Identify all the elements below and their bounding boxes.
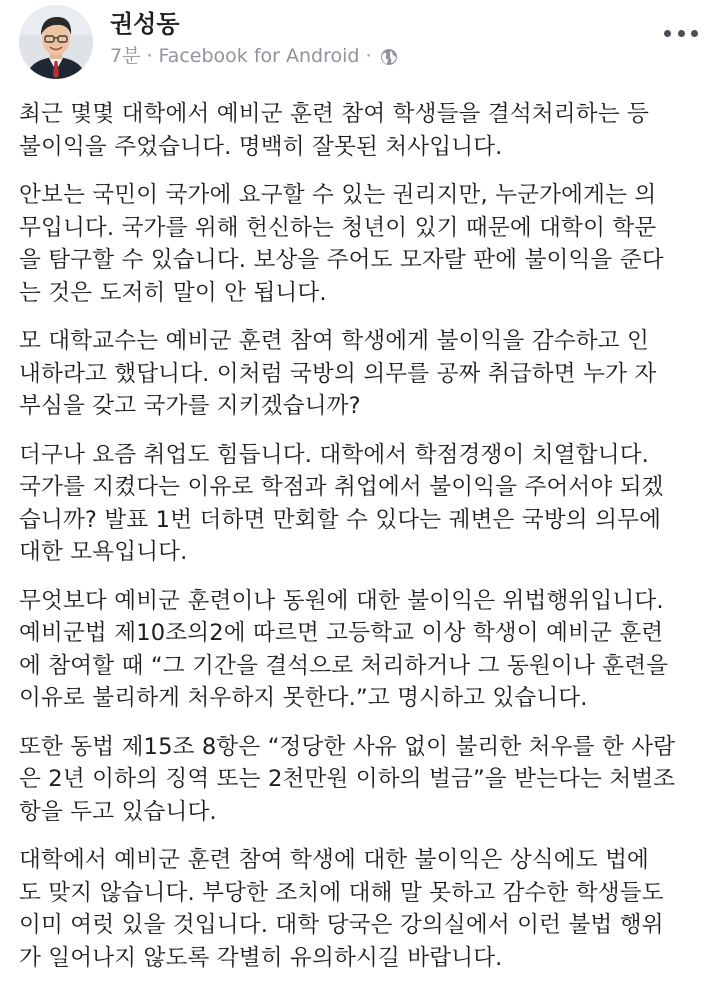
profile-photo (19, 5, 93, 79)
meta-separator: · (365, 45, 372, 67)
post-time[interactable]: 7분 (110, 45, 141, 67)
post-paragraph (19, 585, 709, 715)
author-name[interactable]: 권성동 (110, 10, 180, 38)
text-line: 을 탐구할 수 있습니다. 보상을 주어도 모자랄 판에 불이익을 준다 (19, 247, 664, 273)
text-line: 또한 동법 제15조 8항은 “정당한 사유 없이 불리한 처우를 한 사람 (19, 733, 676, 760)
post-paragraph (19, 179, 709, 309)
post-body (19, 98, 709, 990)
more-dot (691, 30, 698, 37)
text-line: 국가를 지켰다는 이유로 학점과 취업에서 불이익을 주어서야 되겠 (19, 474, 664, 500)
text-line: 더구나 요즘 취업도 힘듭니다. 대학에서 학점경쟁이 치열합니다. (19, 441, 650, 468)
more-dot (678, 30, 685, 37)
more-horizontal-icon[interactable] (664, 21, 698, 45)
text-line: 가 일어나지 않도록 각별히 유의하시길 바랍니다. (19, 944, 503, 971)
post-header (0, 0, 720, 90)
avatar[interactable] (19, 5, 93, 79)
meta-separator: · (146, 45, 153, 67)
text-line: 부심을 갖고 국가를 지키겠습니까? (19, 393, 361, 419)
text-line: 무엇보다 예비군 훈련이나 동원에 대한 불이익은 위법행위입니다. (19, 587, 664, 614)
text-line: 모 대학교수는 예비군 훈련 참여 학생에게 불이익을 감수하고 인 (19, 328, 650, 354)
globe-icon[interactable] (380, 47, 398, 65)
text-line: 이미 여럿 있을 것입니다. 대학 당국은 강의실에서 이런 불법 행위 (19, 912, 664, 938)
post-source: Facebook for Android (158, 45, 360, 67)
post-paragraph (19, 98, 709, 163)
post-meta (110, 43, 398, 69)
text-line: 내하라고 했답니다. 이처럼 국방의 의무를 공짜 취급하면 누가 자 (19, 360, 657, 387)
text-line: 불이익을 주었습니다. 명백히 잘못된 처사입니다. (19, 133, 503, 160)
text-line: 은 2년 이하의 징역 또는 2천만원 이하의 벌금”을 받는다는 처벌조 (19, 766, 676, 792)
post-paragraph (19, 844, 709, 974)
text-line: 예비군법 제10조의2에 따르면 고등학교 이상 학생이 예비군 훈련 (19, 620, 664, 646)
text-line: 도 맞지 않습니다. 부당한 조치에 대해 말 못하고 감수한 학생들도 (19, 879, 664, 906)
post-paragraph (19, 325, 709, 423)
post-paragraph (19, 439, 709, 569)
text-line: 최근 몇몇 대학에서 예비군 훈련 참여 학생들을 결석처리하는 등 (19, 101, 650, 127)
text-line: 안보는 국민이 국가에 요구할 수 있는 권리지만, 누군가에게는 의 (19, 182, 657, 208)
text-line: 무입니다. 국가를 위해 헌신하는 청년이 있기 때문에 대학이 학문 (19, 214, 657, 241)
text-line: 대한 모욕입니다. (19, 539, 188, 565)
text-line: 대학에서 예비군 훈련 참여 학생에 대한 불이익은 상식에도 법에 (19, 847, 650, 873)
post-paragraph (19, 731, 709, 829)
text-line: 습니까? 발표 1번 더하면 만회할 수 있다는 궤변은 국방의 의무에 (19, 506, 662, 533)
text-line: 는 것은 도저히 말이 안 됩니다. (19, 279, 327, 306)
more-dot (664, 30, 671, 37)
text-line: 에 참여할 때 “그 기간을 결석으로 처리하거나 그 동원이나 훈련을 (19, 652, 669, 679)
text-line: 항을 두고 있습니다. (19, 798, 217, 825)
text-line: 이유로 불리하게 처우하지 못한다.”고 명시하고 있습니다. (19, 685, 588, 711)
